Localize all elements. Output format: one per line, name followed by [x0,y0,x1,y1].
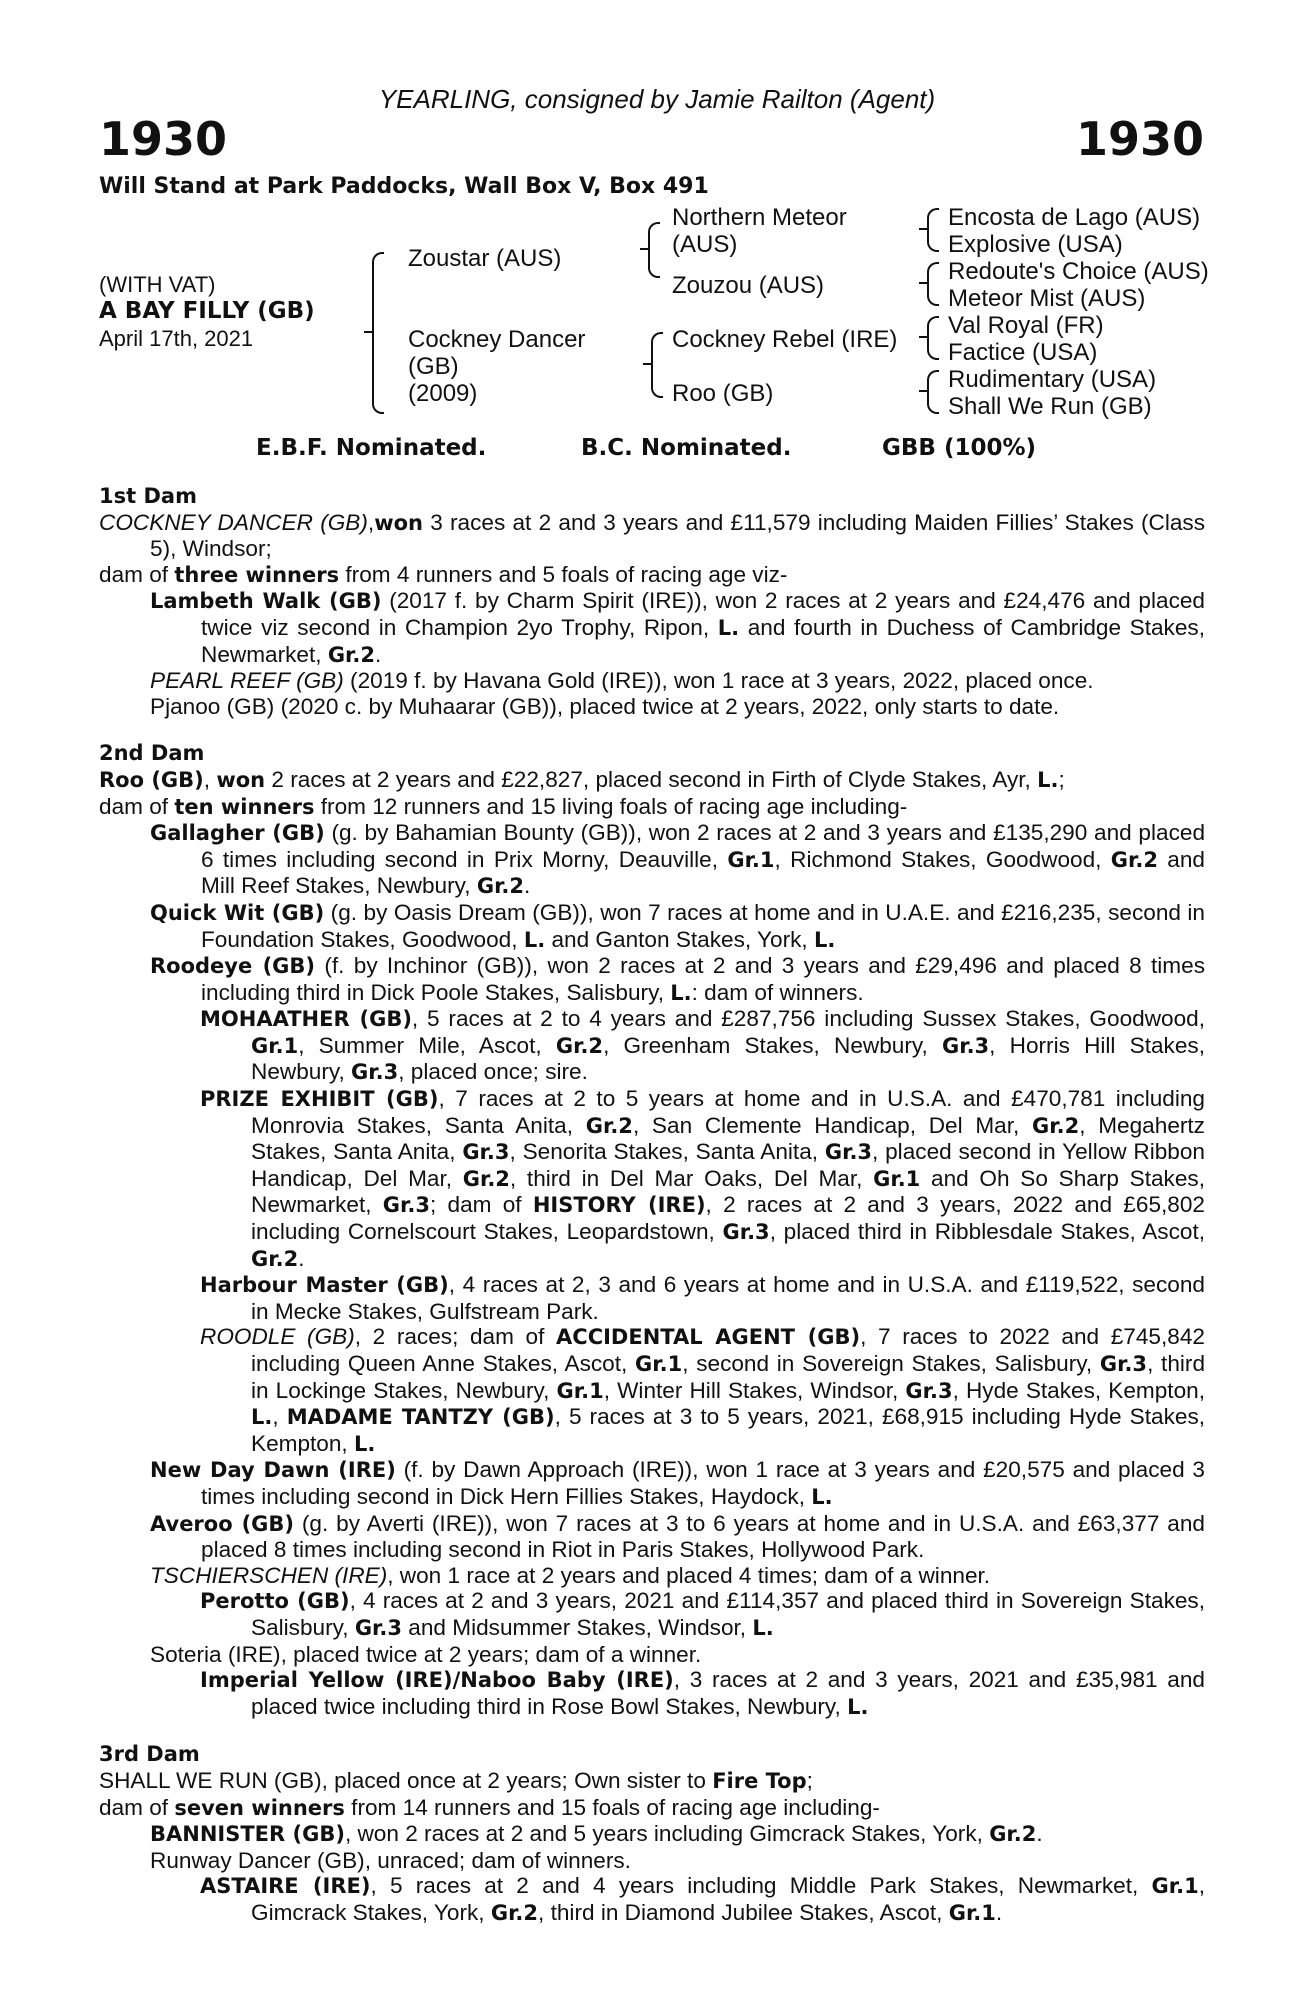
bold-run: Gr.1 [1151,1874,1199,1899]
text-run: , Winter Hill Stakes, Windsor, [603,1377,906,1403]
bold-run: L. [811,1484,833,1509]
text-run: , [203,766,217,792]
italic-run: COCKNEY DANCER (GB) [99,509,368,535]
bold-run: Gr.1 [873,1166,921,1191]
stand-location: Will Stand at Park Paddocks, Wall Box V, Box 491 [99,174,709,199]
bold-run: Gr.3 [382,1193,430,1218]
g3-sdd: Meteor Mist (AUS) [948,285,1146,312]
bold-run: HISTORY (IRE) [532,1193,706,1218]
bold-run: Gr.3 [905,1378,953,1403]
bold-run: Gr.2 [585,1113,633,1138]
bold-run: L. [752,1615,774,1640]
bold-run: L. [1037,767,1059,792]
bold-run: Gallagher (GB) [150,821,325,846]
pedigree-brace-main [372,252,384,414]
bold-run: Gr.2 [490,1900,539,1925]
text-run: SHALL WE RUN (GB), placed once at 2 years; Own sister to [99,1767,713,1793]
entry-paragraph [99,1667,1205,1720]
text-run: ; dam of [429,1192,533,1218]
second-dam-heading: 2nd Dam [99,741,205,766]
text-run: . [995,1899,1003,1925]
bold-run: Gr.2 [989,1822,1037,1847]
text-run: , 2 races; dam of [354,1324,557,1350]
g3-sss: Encosta de Lago (AUS) [948,204,1201,231]
bold-run: three winners [174,562,340,587]
pedigree-brace-ds [927,316,939,360]
catalogue-body [99,484,1205,1926]
entry-paragraph [99,562,1205,589]
g3-dsd: Factice (USA) [948,339,1098,366]
text-run: , Summer Mile, Ascot, [298,1032,556,1058]
text-run: . [298,1245,305,1271]
pedigree-brace-sd [927,262,939,306]
text-run: , 7 races at 2 to 5 years at home and in U.S.A. and £470,781 including Monrovia Stakes, Santa Anita, [251,1086,1205,1138]
text-run: from 4 runners and 5 foals of racing age viz- [339,561,788,587]
text-run: (g. by Bahamian Bounty (GB)), won 2 races at 2 and 3 years and £135,290 and placed 6 times including second in Prix Morny, Deauville, [201,820,1206,872]
bold-run: Gr.3 [722,1220,770,1245]
text-run: ; [806,1767,813,1793]
text-run: , Greenham Stakes, Newbury, [603,1032,942,1058]
text-run: and fourth in Duchess of Cambridge Stakes, Newmarket, [201,614,1205,667]
pedigree-brace-main-tick [364,331,374,333]
entry-paragraph [99,794,1205,821]
bold-run: Roo (GB) [99,767,204,792]
entry-paragraph [99,1873,1205,1926]
text-run: , won 2 races at 2 and 5 years including Gimcrack Stakes, York, [344,1821,990,1847]
pedigree-brace-ss-tick [919,228,929,230]
foaling-date: April 17th, 2021 [99,326,254,351]
bold-run: L. [670,980,692,1005]
g3-ddd: Shall We Run (GB) [948,393,1152,420]
bold-run: Gr.3 [351,1060,399,1085]
text-run: . [524,873,531,899]
text-run: (2019 f. by Havana Gold (IRE)), won 1 race at 3 years, 2022, placed once. [343,668,1094,694]
entry-paragraph [99,588,1205,668]
text-run: , Senorita Stakes, Santa Anita, [509,1139,825,1165]
bold-run: Gr.2 [476,874,525,899]
bold-run: Quick Wit (GB) [150,900,325,925]
text-run: , won 1 race at 2 years and placed 4 times; dam of a winner. [387,1562,991,1588]
text-run: (g. by Oasis Dream (GB)), won 7 races at home and in U.A.E. and £216,235, second in Foundation Stakes, Goodwood, [201,899,1205,952]
bold-run: seven winners [174,1795,345,1820]
bold-run: L. [847,1694,869,1719]
entry-paragraph [99,1324,1205,1457]
bold-run: ten winners [174,794,315,819]
text-run: from 14 runners and 15 foals of racing age including- [344,1794,880,1820]
pedigree-brace-ds-tick [919,336,929,338]
text-run: , Megahertz Stakes, Santa Anita, [251,1112,1205,1165]
text-run: , Hyde Stakes, Kempton, [952,1377,1205,1403]
bold-run: L. [813,927,836,952]
text-run: , 5 races at 2 and 4 years including Middle Park Stakes, Newmarket, [370,1873,1152,1899]
text-run: , [367,509,375,535]
bold-run: MADAME TANTZY (GB) [286,1405,555,1430]
text-run: . [1036,1821,1043,1847]
text-run: from 12 runners and 15 living foals of racing age including- [314,793,908,819]
text-run: (f. by Dawn Approach (IRE)), won 1 race at 3 years and £20,575 and placed 3 times including second in Dick Hern Fillies Stakes, Haydock, [201,1457,1205,1509]
g3-ssd: Explosive (USA) [948,231,1123,258]
text-run: dam of [99,561,175,587]
text-run: , 5 races at 2 to 4 years and £287,756 including Sussex Stakes, Goodwood, [411,1006,1205,1032]
entry-paragraph [99,1457,1205,1510]
sire-dam: Zouzou (AUS) [672,272,825,299]
lot-number-right: 1930 [1075,112,1204,166]
lot-title: A BAY FILLY (GB) [99,298,315,324]
italic-run: PEARL REEF (GB) [150,668,344,694]
text-run: , 5 races at 3 to 5 years, 2021, £68,915 including Hyde Stakes, Kempton, [251,1404,1206,1456]
pedigree-brace-sd-tick [919,282,929,284]
text-run: , Horris Hill Stakes, Newbury, [251,1032,1205,1085]
text-run: and Midsummer Stakes, Windsor, [402,1614,753,1640]
first-dam-heading: 1st Dam [99,484,197,508]
entry-paragraph [99,1768,1205,1795]
text-run: , Gimcrack Stakes, York, [251,1873,1206,1925]
bold-run: Gr.3 [1099,1352,1148,1376]
text-run: , placed once; sire. [398,1059,588,1085]
consignment-line: YEARLING, consigned by Jamie Railton (Agent) [378,84,936,114]
text-run: , third in Lockinge Stakes, Newbury, [251,1351,1206,1403]
dam-name-line3: (2009) [408,380,478,407]
entry-paragraph [99,1821,1205,1848]
bold-run: Gr.1 [251,1033,299,1058]
first-dam-section [99,510,1205,720]
text-run: , 4 races at 2, 3 and 6 years at home and in U.S.A. and £119,522, second in Mecke Stakes, Gulfstream Park. [251,1272,1205,1324]
bold-run: New Day Dawn (IRE) [150,1458,396,1483]
text-run: dam of [99,793,175,819]
entry-paragraph [99,668,1205,694]
text-run: , second in Sovereign Stakes, Salisbury, [682,1351,1100,1376]
bold-run: PRIZE EXHIBIT (GB) [200,1087,439,1112]
gbb-note: GBB (100%) [882,435,1037,461]
pedigree-brace-sire-tick [640,248,650,250]
text-run: , San Clemente Handicap, Del Mar, [632,1112,1033,1138]
text-run: Runway Dancer (GB), unraced; dam of winners. [150,1847,631,1873]
bold-run: Harbour Master (GB) [200,1273,449,1298]
bold-run: Gr.2 [1032,1113,1080,1138]
bold-run: L. [354,1431,376,1456]
entry-paragraph [99,1511,1205,1563]
entry-paragraph [99,1795,1205,1822]
text-run: : dam of winners. [691,979,864,1005]
entry-paragraph [99,1086,1205,1272]
bold-run: L. [717,615,740,640]
bold-run: Gr.2 [462,1166,510,1191]
text-run: and Oh So Sharp Stakes, Newmarket, [251,1165,1205,1218]
sire-sire-line1: Northern Meteor [672,204,847,231]
pedigree-brace-dd-tick [919,390,929,392]
entry-paragraph [99,694,1205,720]
bold-run: Gr.3 [462,1140,510,1165]
second-dam-section [99,767,1205,1720]
text-run: Pjanoo (GB) (2020 c. by Muhaarar (GB)), placed twice at 2 years, 2022, only starts to date. [150,693,1060,719]
italic-run: ROODLE (GB) [200,1324,355,1350]
bold-run: Averoo (GB) [150,1511,295,1536]
text-run: (f. by Inchinor (GB)), won 2 races at 2 and 3 years and £29,496 and placed 8 times including third in Dick Poole Stakes, Salisbury, [201,953,1205,1005]
bold-run: ACCIDENTAL AGENT (GB) [556,1325,861,1350]
entry-paragraph [99,510,1205,562]
g3-sds: Redoute's Choice (AUS) [948,258,1209,285]
text-run: 2 races at 2 years and £22,827, placed second in Firth of Clyde Stakes, Ayr, [265,766,1038,792]
dam-dam: Roo (GB) [672,380,774,407]
text-run: , placed second in Yellow Ribbon Handicap, Del Mar, [251,1139,1205,1191]
bold-run: Gr.1 [556,1378,604,1403]
italic-run: TSCHIERSCHEN (IRE) [150,1562,388,1588]
text-run: 3 races at 2 and 3 years and £11,579 including Maiden Fillies’ Stakes (Class 5), Windsor; [150,509,1206,562]
text-run: . [375,641,382,667]
text-run: ; [1058,766,1065,792]
bold-run: Gr.2 [555,1033,604,1058]
g3-dds: Rudimentary (USA) [948,366,1157,393]
bold-run: Gr.3 [354,1615,403,1640]
text-run: , 2 races at 2 and 3 years, 2022 and £65,802 including Cornelscourt Stakes, Leopardstown, [251,1192,1205,1245]
entry-paragraph [99,1563,1205,1589]
pedigree-brace-dam [651,332,663,398]
text-run: (g. by Averti (IRE)), won 7 races at 3 to 6 years at home and in U.S.A. and £63,377 and placed 8 times including second in Riot in Paris Stakes, Hollywood Park. [201,1510,1205,1563]
bold-run: L. [523,927,546,952]
bold-run: Gr.2 [1110,847,1158,872]
entry-paragraph [99,900,1205,953]
sire-name: Zoustar (AUS) [408,245,562,272]
third-dam-heading: 3rd Dam [99,1742,200,1767]
entry-paragraph [99,1642,1205,1668]
text-run: (2017 f. by Charm Spirit (IRE)), won 2 races at 2 years and £24,476 and placed twice viz second in Champion 2yo Trophy, Ripon, [201,588,1205,640]
pedigree-brace-dam-tick [643,363,653,365]
text-run: , 7 races to 2022 and £745,842 including Queen Anne Stakes, Ascot, [251,1324,1205,1376]
entry-paragraph [99,1272,1205,1324]
text-run: , 4 races at 2 and 3 years, 2021 and £114,357 and placed third in Sovereign Stakes, Salisbury, [251,1588,1205,1640]
bold-run: won [216,767,266,792]
sire-sire-line2: (AUS) [672,231,738,258]
bold-run: MOHAATHER (GB) [200,1007,412,1032]
dam-name-line1: Cockney Dancer [408,326,586,353]
text-run: , placed third in Ribblesdale Stakes, Ascot, [769,1219,1205,1245]
text-run: , Richmond Stakes, Goodwood, [774,846,1111,872]
text-run: , third in Diamond Jubilee Stakes, Ascot, [538,1899,949,1925]
bold-run: Gr.1 [635,1352,683,1376]
dam-name-line2: (GB) [408,353,459,380]
entry-paragraph [99,1588,1205,1641]
bold-run: won [374,510,423,535]
entry-paragraph [99,1006,1205,1086]
bold-run: Roodeye (GB) [150,954,316,979]
bold-run: Imperial Yellow (IRE)/Naboo Baby (IRE) [200,1668,674,1693]
bold-run: Gr.1 [727,847,775,872]
bold-run: Gr.3 [824,1140,873,1165]
g3-dss: Val Royal (FR) [948,312,1104,339]
pedigree-brace-sire [648,222,660,278]
bold-run: Lambeth Walk (GB) [150,589,382,614]
text-run: , [272,1404,287,1430]
entry-paragraph [99,767,1205,794]
vat-note: (WITH VAT) [99,272,216,297]
bold-run: ASTAIRE (IRE) [200,1874,371,1899]
bold-run: Gr.2 [251,1246,299,1271]
bold-run: L. [251,1405,273,1430]
bold-run: Gr.1 [948,1900,996,1925]
bc-nomination: B.C. Nominated. [581,435,792,461]
text-run: Soteria (IRE), placed twice at 2 years; dam of a winner. [150,1641,702,1667]
lot-number-left: 1930 [99,112,228,166]
pedigree-brace-ss [927,208,939,252]
text-run: and Ganton Stakes, York, [545,926,814,952]
text-run: dam of [99,1794,175,1820]
pedigree-brace-dd [927,370,939,414]
entry-paragraph [99,1848,1205,1874]
text-run: and Mill Reef Stakes, Newbury, [201,846,1205,899]
third-dam-section [99,1768,1205,1927]
bold-run: BANNISTER (GB) [150,1822,345,1847]
bold-run: Gr.2 [327,642,376,667]
bold-run: Gr.3 [941,1033,990,1058]
text-run: , 3 races at 2 and 3 years, 2021 and £35,981 and placed twice including third in Rose Bowl Stakes, Newbury, [251,1667,1205,1719]
entry-paragraph [99,953,1205,1006]
entry-paragraph [99,820,1205,900]
dam-sire: Cockney Rebel (IRE) [672,326,898,353]
bold-run: Perotto (GB) [200,1589,350,1614]
text-run: , third in Del Mar Oaks, Del Mar, [509,1165,874,1191]
bold-run: Fire Top [712,1768,807,1793]
ebf-nomination: E.B.F. Nominated. [256,435,487,461]
